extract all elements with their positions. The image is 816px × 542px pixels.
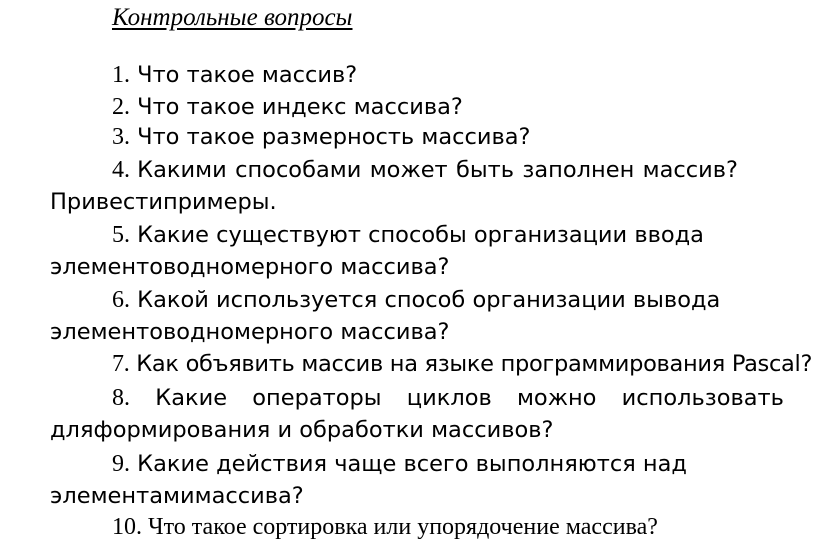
question-10 — [112, 512, 658, 542]
question-text: Что такое размерность массива? — [130, 124, 531, 150]
question-number: 4. — [112, 157, 130, 183]
question-4 — [112, 155, 738, 185]
question-number: 6. — [112, 287, 130, 313]
question-6 — [112, 285, 720, 315]
question-text: Какие действия чаще всего выполняются над — [130, 451, 687, 477]
question-4-continuation: Привестипримеры. — [50, 189, 277, 215]
question-number: 1. — [112, 62, 130, 88]
question-word: заполнен — [522, 157, 635, 183]
question-9 — [112, 449, 687, 479]
question-number: 8. — [112, 385, 130, 411]
question-word: может — [369, 157, 448, 183]
question-5 — [112, 220, 704, 250]
question-word: циклов — [406, 385, 492, 411]
question-word: Какие — [155, 385, 228, 411]
question-number: 7. — [112, 351, 130, 377]
question-word: использовать — [621, 385, 784, 411]
question-3 — [112, 122, 530, 152]
question-5-continuation: элементоводномерного массива? — [50, 254, 450, 280]
question-text: Как объявить массив на языке программирования Pascal? — [129, 351, 813, 377]
page-title: Контрольные вопросы — [112, 4, 353, 31]
question-word: Какими — [137, 157, 227, 183]
question-number: 3. — [112, 124, 130, 150]
question-text: Какие существуют способы организации ввода — [130, 222, 704, 248]
question-9-continuation: элементамимассива? — [50, 483, 304, 509]
question-number: 9. — [112, 451, 130, 477]
question-1 — [112, 60, 357, 90]
question-7 — [112, 349, 812, 379]
question-8 — [112, 383, 784, 413]
question-word: операторы — [252, 385, 382, 411]
question-text: Какой используется способ организации вывода — [130, 287, 721, 313]
question-text: Что такое массив? — [130, 62, 358, 88]
question-2 — [112, 92, 463, 122]
question-text: Что такое индекс массива? — [130, 94, 463, 120]
question-8-continuation: дляформирования и обработки массивов? — [50, 417, 554, 443]
question-6-continuation: элементоводномерного массива? — [50, 319, 450, 345]
question-number: 10. — [112, 514, 142, 540]
question-word: массив? — [642, 157, 738, 183]
question-number: 5. — [112, 222, 130, 248]
question-number-and-first-word — [112, 155, 227, 185]
question-word: быть — [456, 157, 515, 183]
question-word: способами — [235, 157, 362, 183]
question-text: Что такое сортировка или упорядочение массива? — [142, 514, 658, 540]
question-word: можно — [516, 385, 597, 411]
question-number: 2. — [112, 94, 130, 120]
